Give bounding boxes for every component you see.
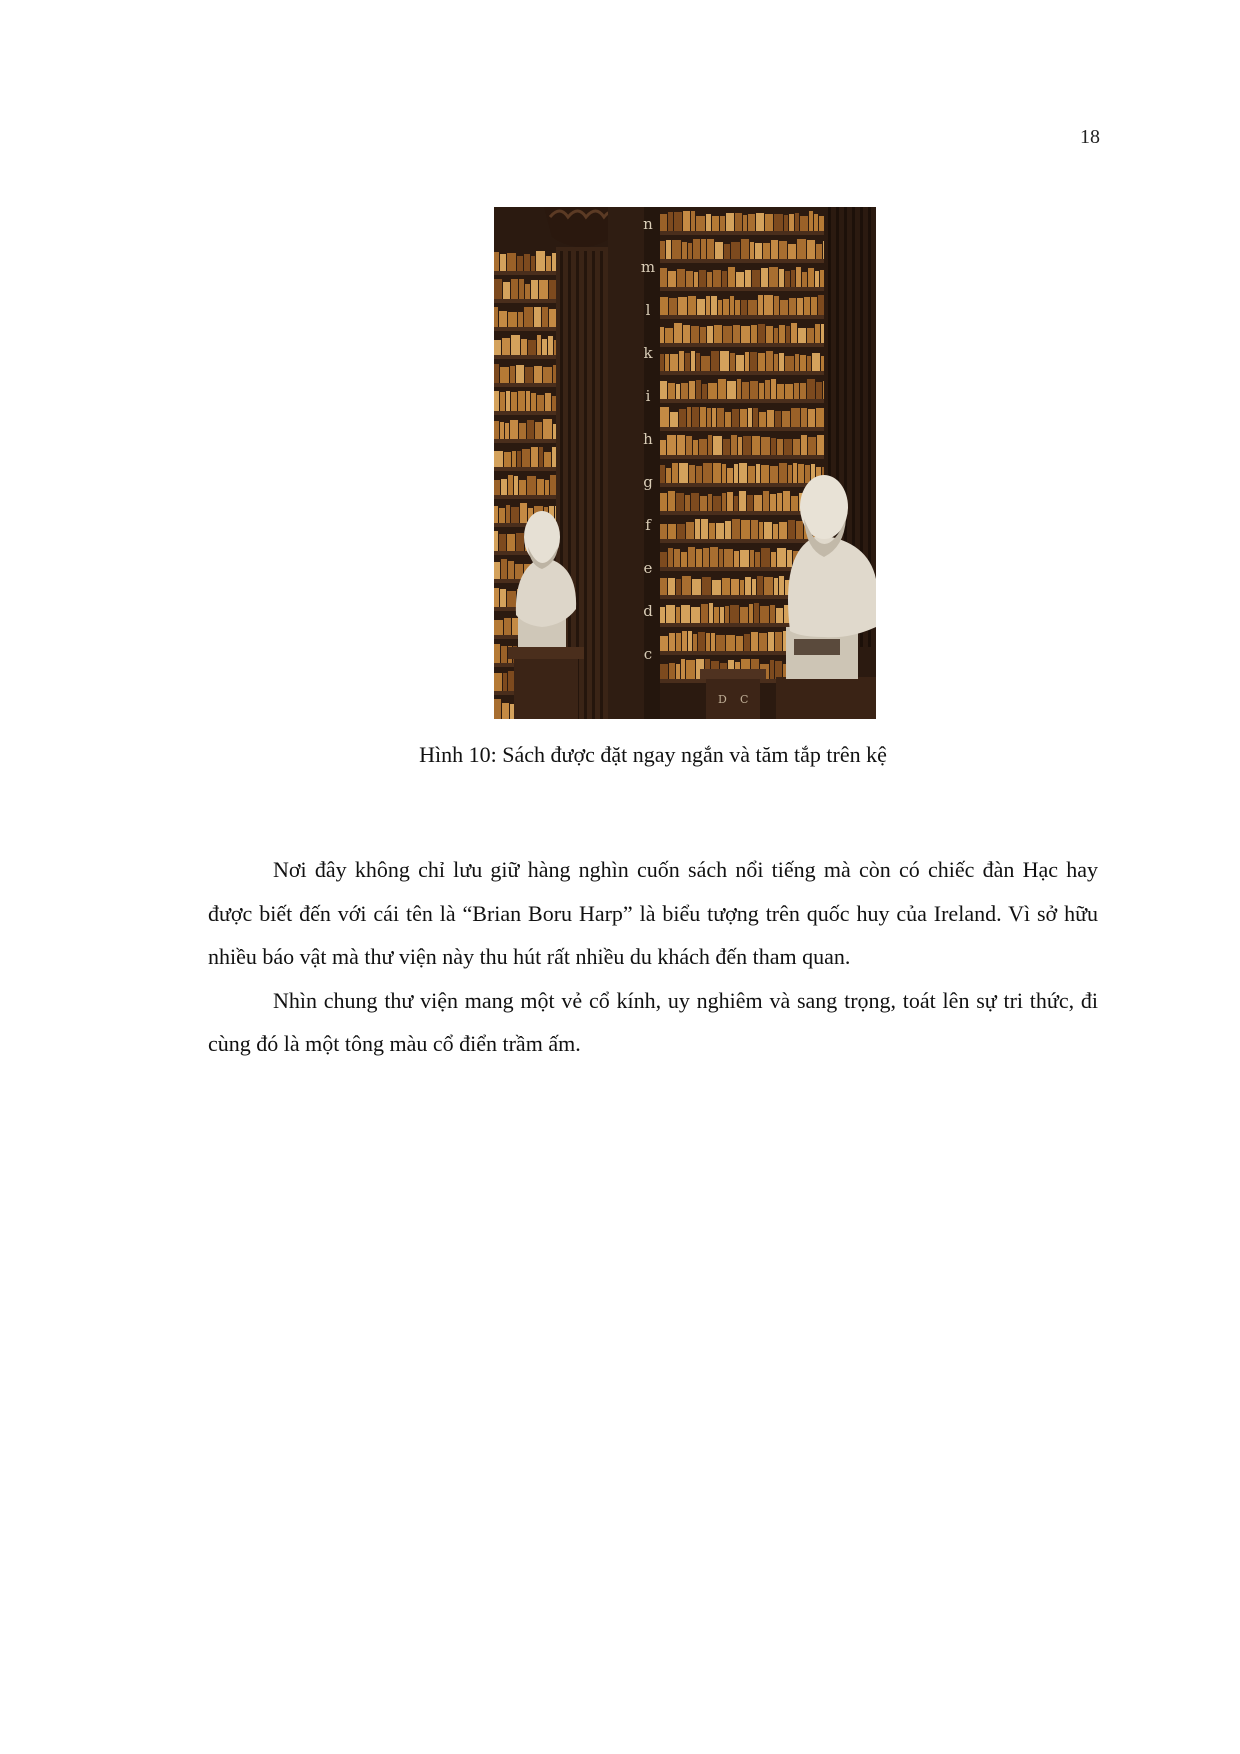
- library-illustration: [494, 207, 876, 719]
- shelf-letter: f: [645, 516, 651, 534]
- paragraph: Nhìn chung thư viện mang một vẻ cổ kính, uy nghiêm và sang trọng, toát lên sự tri thức, đi cùng đó là một tông màu cổ điển trầm ấm.: [208, 987, 1098, 1056]
- page-number: 18: [1080, 126, 1100, 148]
- shelf-letter: g: [643, 473, 653, 491]
- shelf-letter: e: [643, 559, 653, 577]
- pedestal-letter: C: [740, 693, 749, 706]
- shelf-letter: h: [643, 430, 653, 448]
- shelf-letter: n: [643, 215, 653, 233]
- figure-caption: Hình 10: Sách được đặt ngay ngắn và tăm tắp trên kệ: [419, 742, 887, 767]
- small-pedestals: [700, 669, 766, 719]
- body-text: [208, 848, 1098, 1066]
- shelf-letter: c: [643, 645, 653, 663]
- shelf-letter: m: [640, 258, 656, 276]
- shelf-letter: i: [645, 387, 651, 405]
- library-photo: [494, 207, 876, 719]
- paragraph: Nơi đây không chỉ lưu giữ hàng nghìn cuốn sách nổi tiếng mà còn có chiếc đàn Hạc hay được biết đến với cái tên là “Brian Boru Harp” là biểu tượng trên quốc huy của Ireland. Vì sở hữu nhiều báo vật mà thư viện này thu hút rất nhiều du khách đến tham quan.: [208, 857, 1098, 969]
- shelf-letter: k: [643, 344, 653, 362]
- pedestal-letter: D: [718, 693, 727, 706]
- shelf-letter: d: [643, 602, 653, 620]
- shelf-letter: l: [645, 301, 651, 319]
